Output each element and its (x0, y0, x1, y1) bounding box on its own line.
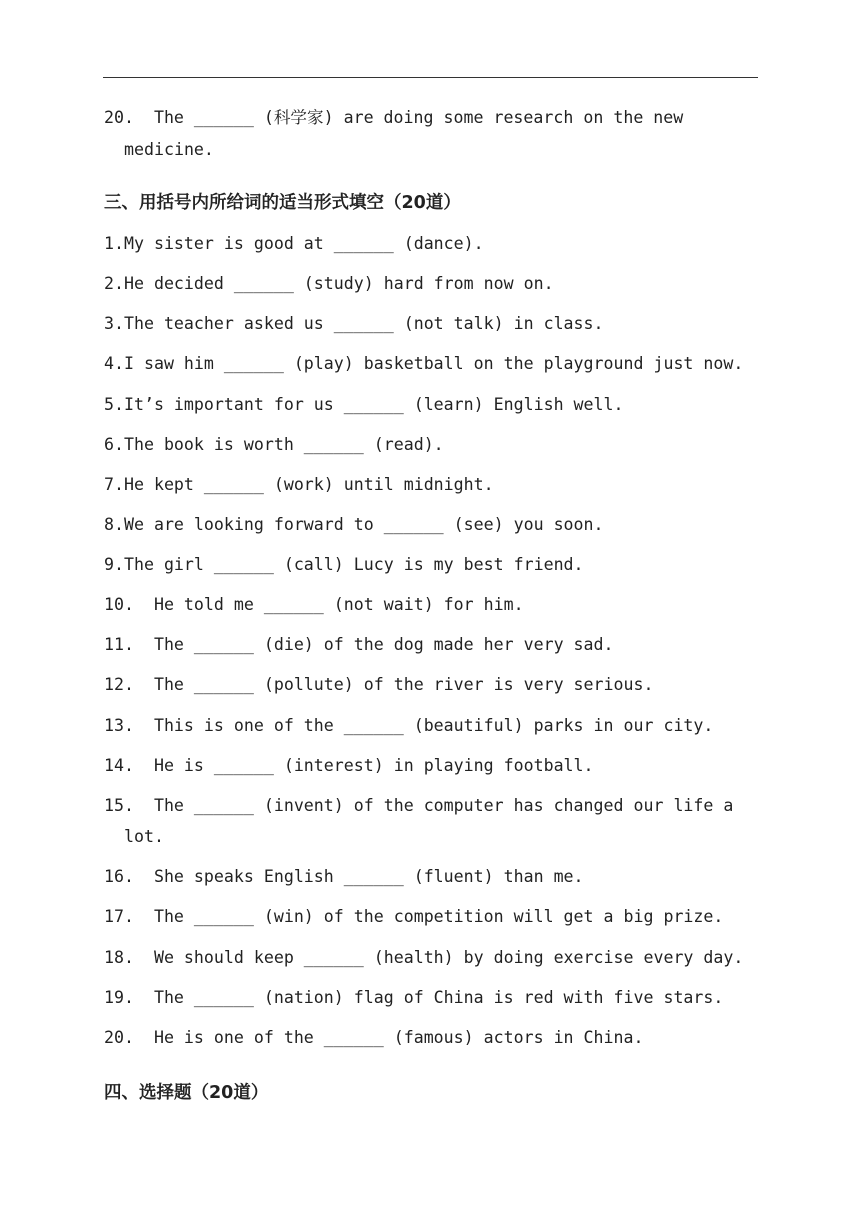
section-3-title: 三、用括号内所给词的适当形式填空（20道） (104, 193, 461, 213)
question-20: 20. He is one of the ______ (famous) actors in China. (104, 1028, 644, 1047)
question-12: 12. The ______ (pollute) of the river is very serious. (104, 675, 654, 694)
question-7: 7.He kept ______ (work) until midnight. (104, 475, 494, 494)
prev-item-20: 20. The ______ (科学家) are doing some research on the new (104, 108, 684, 127)
question-14: 14. He is ______ (interest) in playing football. (104, 756, 594, 775)
question-1: 1.My sister is good at ______ (dance). (104, 234, 484, 253)
question-3: 3.The teacher asked us ______ (not talk) in class. (104, 314, 604, 333)
question-2: 2.He decided ______ (study) hard from now on. (104, 274, 554, 293)
question-16: 16. She speaks English ______ (fluent) than me. (104, 867, 584, 886)
question-4: 4.I saw him ______ (play) basketball on the playground just now. (104, 354, 744, 373)
question-5: 5.It’s important for us ______ (learn) English well. (104, 395, 624, 414)
question-13: 13. This is one of the ______ (beautiful) parks in our city. (104, 716, 714, 735)
question-6: 6.The book is worth ______ (read). (104, 435, 444, 454)
question-18: 18. We should keep ______ (health) by doing exercise every day. (104, 948, 744, 967)
question-10: 10. He told me ______ (not wait) for him. (104, 595, 524, 614)
question-15: 15. The ______ (invent) of the computer has changed our life a (104, 796, 734, 815)
question-11: 11. The ______ (die) of the dog made her very sad. (104, 635, 614, 654)
prev-item-20-continuation: medicine. (124, 140, 214, 159)
question-8: 8.We are looking forward to ______ (see) you soon. (104, 515, 604, 534)
question-9: 9.The girl ______ (call) Lucy is my best friend. (104, 555, 584, 574)
question-15-continuation: lot. (124, 827, 164, 846)
question-17: 17. The ______ (win) of the competition will get a big prize. (104, 907, 724, 926)
header-rule (103, 77, 758, 78)
section-4-title: 四、选择题（20道） (104, 1083, 269, 1103)
question-19: 19. The ______ (nation) flag of China is red with five stars. (104, 988, 724, 1007)
